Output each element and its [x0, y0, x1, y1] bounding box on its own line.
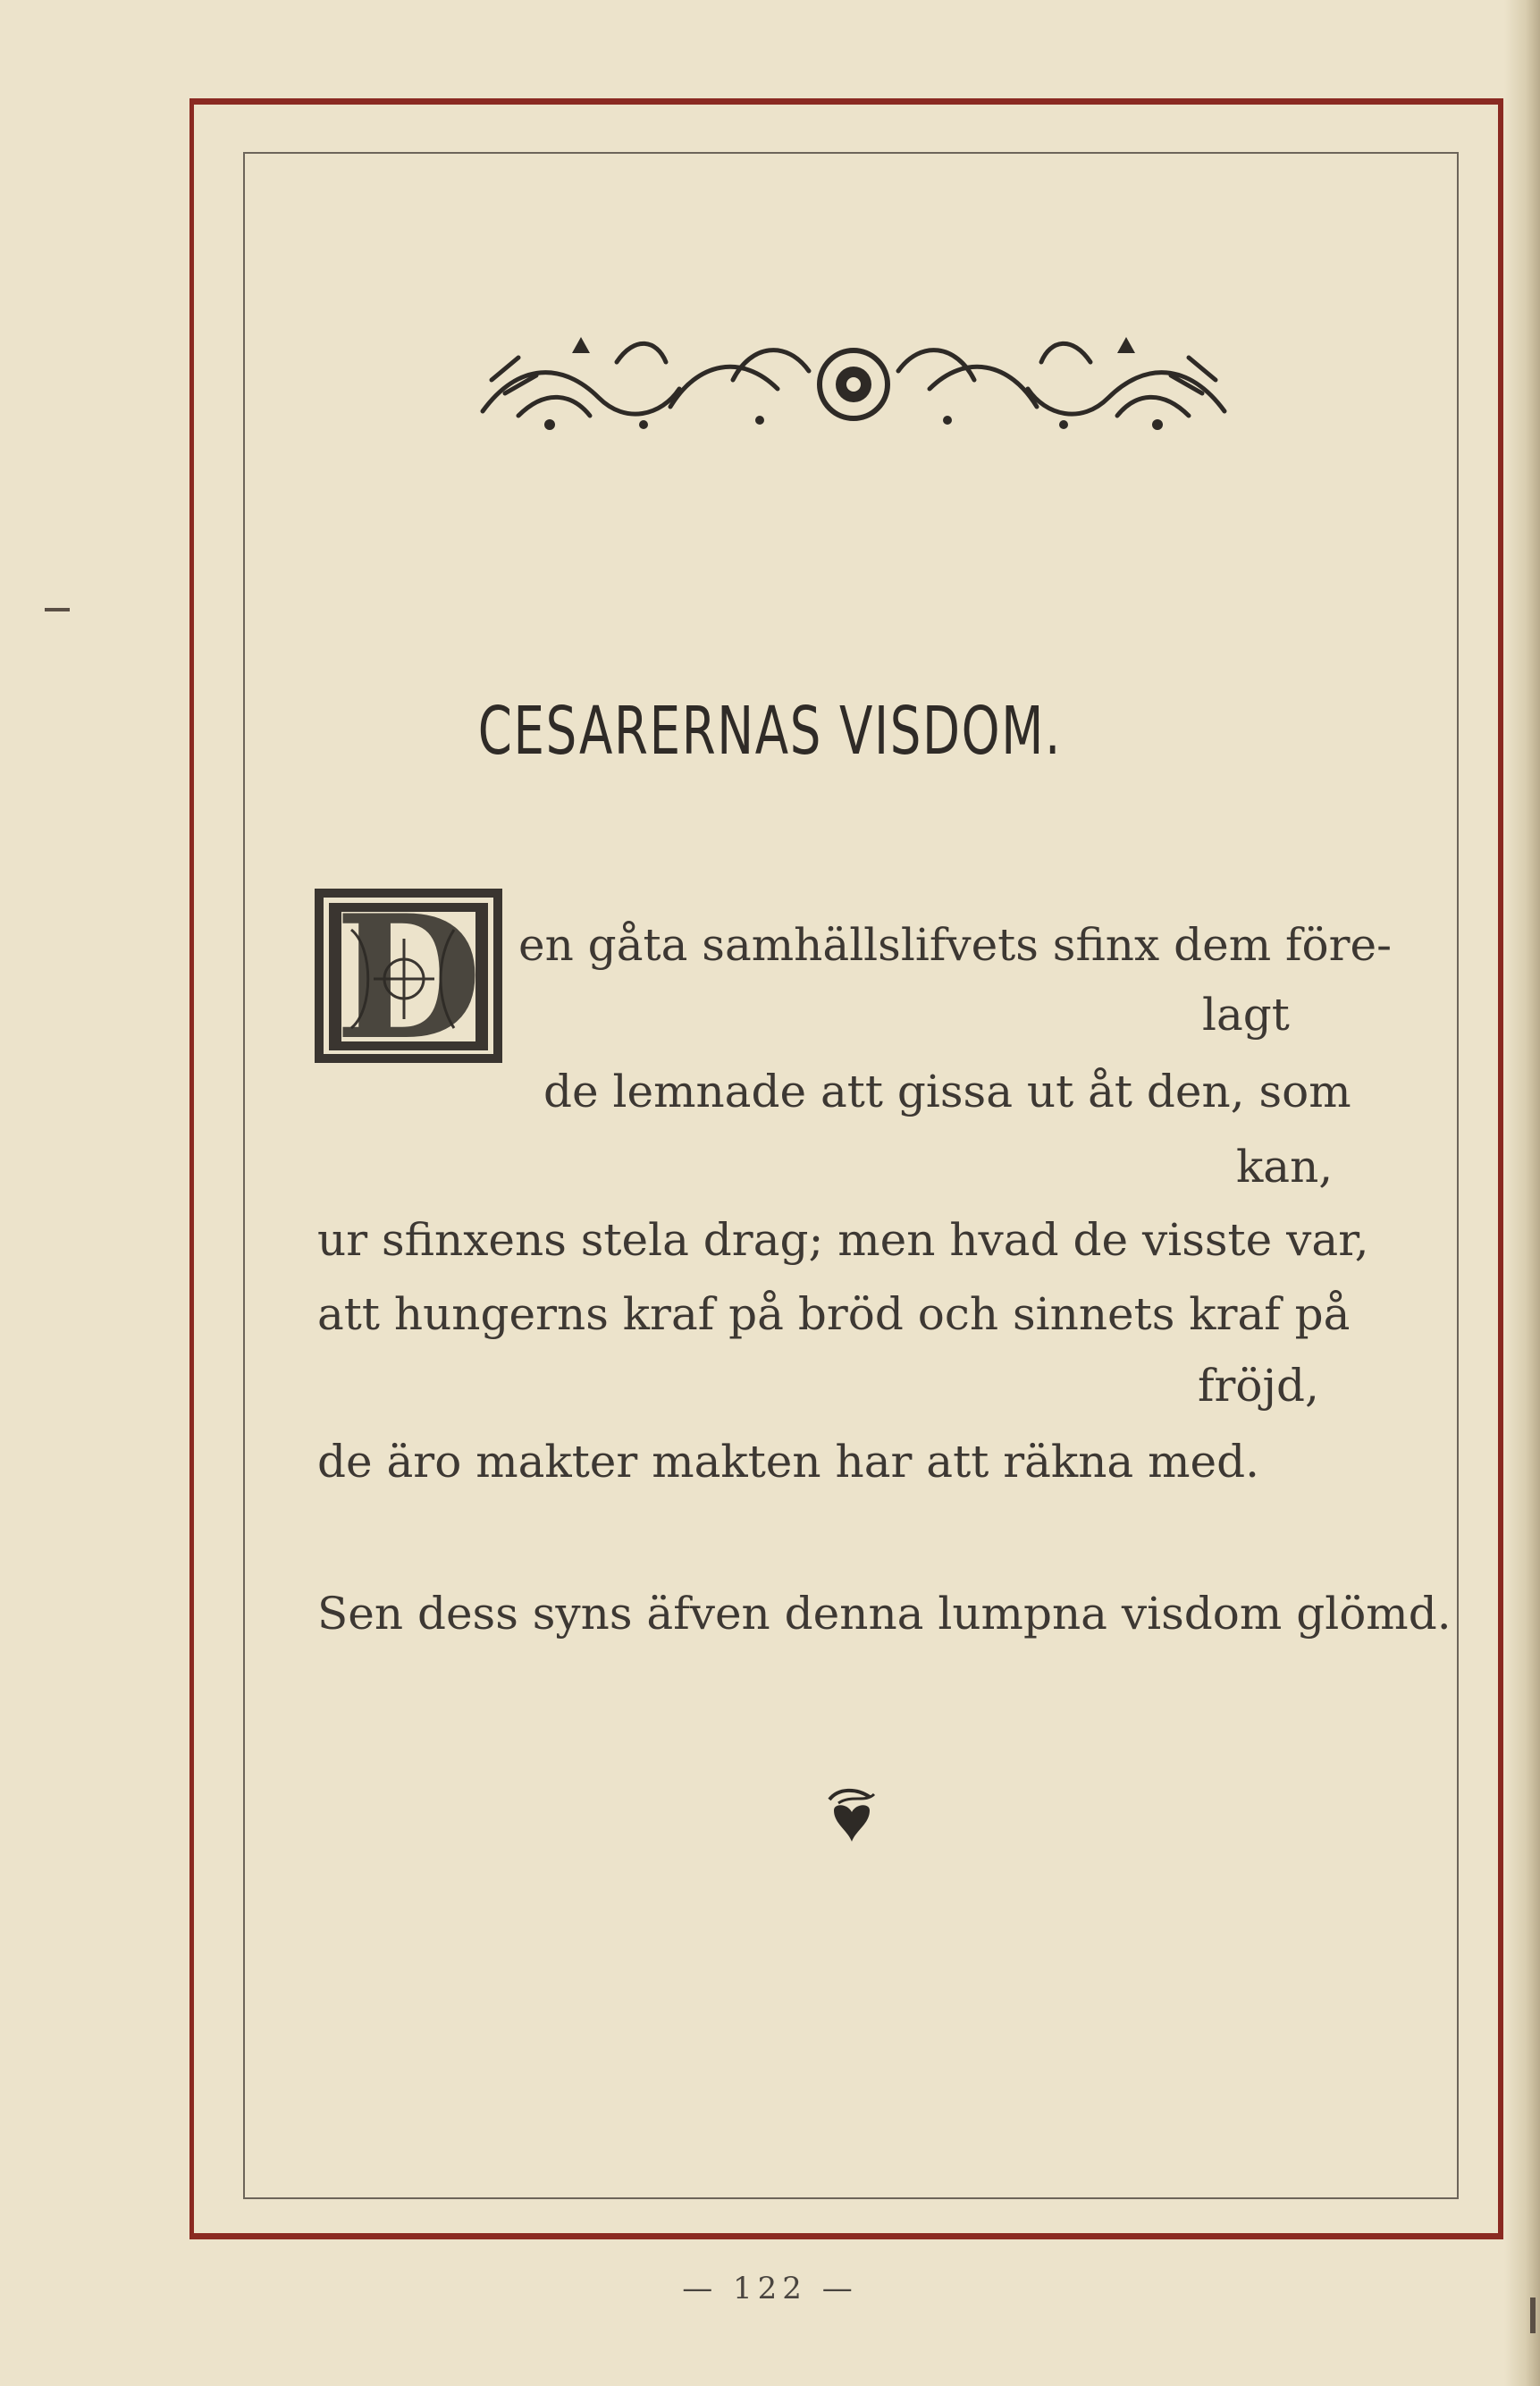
- poem-title: CESARERNAS VISDOM.: [477, 693, 1063, 770]
- poem-line-9: Sen dess syns äfven denna lumpna visdom glömd.: [317, 1588, 1452, 1640]
- poem-line-4: kan,: [1236, 1141, 1334, 1193]
- ornamental-dropcap: [311, 885, 506, 1073]
- poem-line-2: lagt: [1202, 989, 1290, 1041]
- poem-line-8: de äro makter makten har att räkna med.: [317, 1436, 1260, 1488]
- poem-line-3: de lemnade att gissa ut åt den, som: [543, 1066, 1351, 1117]
- edge-speck: [45, 608, 70, 611]
- poem-line-5: ur sfinxens stela drag; men hvad de visste var,: [317, 1214, 1369, 1266]
- poem-line-7: fröjd,: [1198, 1360, 1319, 1412]
- poem-line-6: att hungerns kraf på bröd och sinnets kraf på: [317, 1288, 1351, 1340]
- edge-speck: [1530, 2297, 1536, 2333]
- floral-header-ornament: [465, 326, 1242, 443]
- page-edge-shadow: [1504, 0, 1540, 2386]
- dropcap-letter: D: [334, 885, 483, 1073]
- poem-line-1: en gåta samhällslifvets sfinx dem före-: [518, 919, 1393, 971]
- page-number: — 122 —: [682, 2271, 858, 2306]
- leaf-vignette-icon: [820, 1783, 883, 1851]
